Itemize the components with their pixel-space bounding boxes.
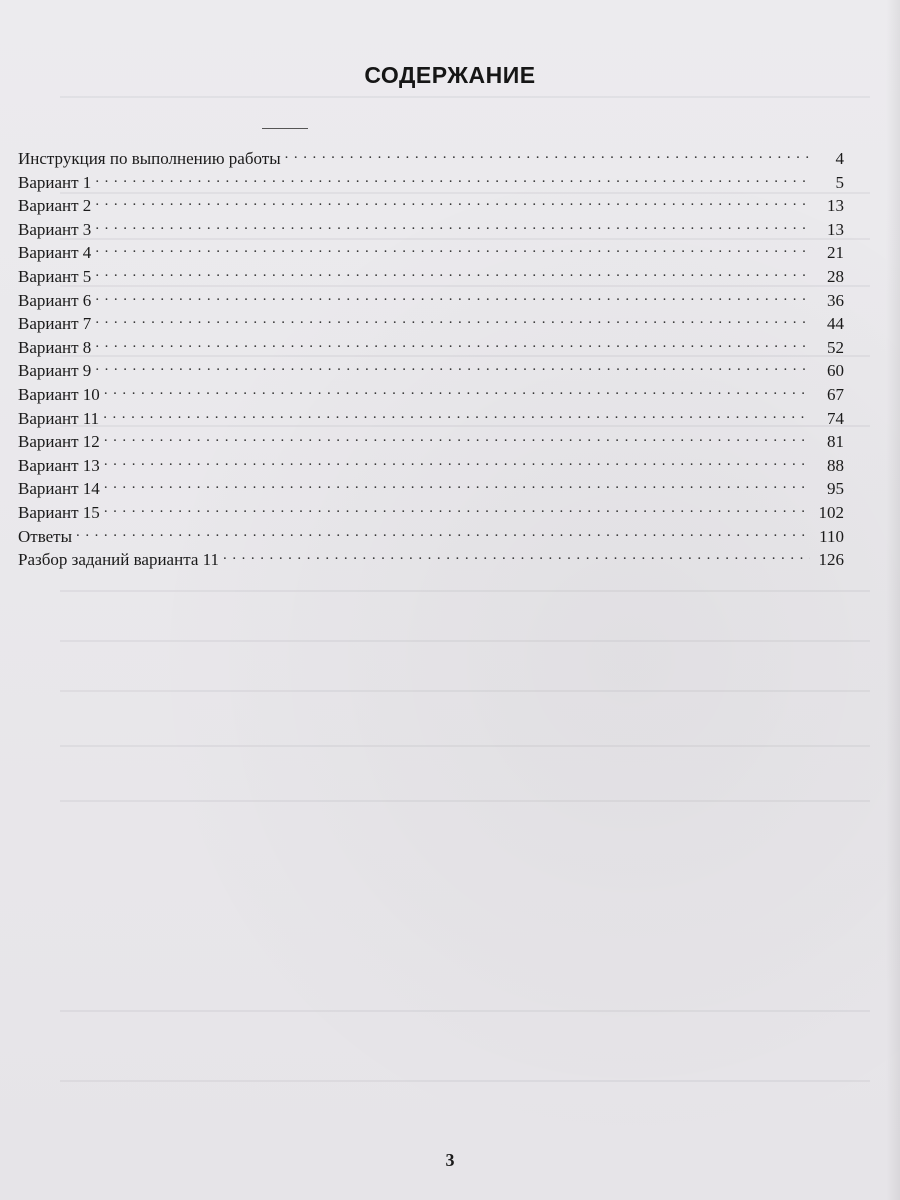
- toc-entry-page: 44: [827, 314, 844, 334]
- toc-dot-leader: [104, 383, 810, 400]
- toc-entry: [18, 454, 844, 478]
- toc-entry-label: Вариант 2: [18, 196, 92, 216]
- page-title: СОДЕРЖАНИЕ: [364, 62, 536, 88]
- toc-dot-leader: [95, 171, 810, 188]
- toc-entry: [18, 430, 844, 454]
- toc-entry: [18, 241, 844, 265]
- toc-dot-leader: [95, 312, 810, 329]
- toc-entry-label: Вариант 1: [18, 172, 92, 192]
- bleed-through-line: [60, 96, 870, 98]
- toc-entry-page: 13: [827, 196, 844, 216]
- toc-dot-leader: [95, 218, 810, 235]
- toc-dot-leader: [104, 477, 810, 494]
- toc-entry-page: 102: [818, 502, 844, 522]
- toc-entry: [18, 477, 844, 501]
- toc-entry-page: 5: [835, 172, 844, 192]
- toc-entry-label: Вариант 15: [18, 502, 100, 522]
- toc-entry: [18, 289, 844, 313]
- toc-entry: [18, 147, 844, 171]
- toc-entry: [18, 525, 844, 549]
- toc-entry: [18, 312, 844, 336]
- bleed-through-line: [60, 640, 870, 642]
- toc-entry-page: 95: [827, 479, 844, 499]
- toc-entry-page: 60: [827, 361, 844, 381]
- toc-entry-label: Вариант 9: [18, 361, 92, 381]
- toc-entry-page: 13: [827, 219, 844, 239]
- title-divider: [262, 128, 308, 129]
- bleed-through-line: [60, 1080, 870, 1082]
- toc-dot-leader: [95, 194, 810, 211]
- toc-dot-leader: [95, 265, 810, 282]
- toc-entry-label: Вариант 10: [18, 384, 100, 404]
- toc-entry: [18, 194, 844, 218]
- toc-entry: [18, 359, 844, 383]
- toc-entry-page: 74: [827, 408, 844, 428]
- toc-entry: [18, 218, 844, 242]
- toc-entry: [18, 383, 844, 407]
- toc-dot-leader: [285, 147, 810, 164]
- toc-entry-label: Вариант 7: [18, 314, 92, 334]
- toc-entry-label: Вариант 3: [18, 219, 92, 239]
- toc-entry-page: 21: [827, 243, 844, 263]
- toc-entry-page: 67: [827, 384, 844, 404]
- toc-dot-leader: [95, 289, 810, 306]
- toc-entry-label: Разбор заданий варианта 11: [18, 550, 220, 570]
- page-edge-shadow: [886, 0, 900, 1200]
- toc-entry: [18, 265, 844, 289]
- toc-dot-leader: [223, 548, 810, 565]
- toc-dot-leader: [103, 407, 810, 424]
- toc-entry-label: Вариант 14: [18, 479, 100, 499]
- toc-entry-label: Вариант 4: [18, 243, 92, 263]
- toc-dot-leader: [104, 454, 810, 471]
- toc-entry-page: 36: [827, 290, 844, 310]
- table-of-contents: [18, 147, 844, 572]
- toc-dot-leader: [104, 430, 810, 447]
- bleed-through-line: [60, 1010, 870, 1012]
- toc-entry-label: Вариант 11: [18, 408, 100, 428]
- toc-dot-leader: [95, 359, 810, 376]
- page-number: 3: [445, 1150, 455, 1170]
- toc-entry-page: 4: [835, 149, 844, 168]
- toc-entry-label: Вариант 6: [18, 290, 92, 310]
- toc-entry-page: 52: [827, 337, 844, 357]
- toc-entry: [18, 407, 844, 431]
- toc-entry-label: Вариант 8: [18, 337, 92, 357]
- toc-dot-leader: [104, 501, 810, 518]
- bleed-through-line: [60, 590, 870, 592]
- toc-entry-page: 81: [827, 432, 844, 452]
- toc-dot-leader: [95, 241, 810, 258]
- bleed-through-line: [60, 745, 870, 747]
- toc-entry: [18, 548, 844, 572]
- toc-dot-leader: [95, 336, 810, 353]
- toc-entry-label: Вариант 13: [18, 455, 100, 475]
- toc-entry-page: 126: [818, 550, 844, 570]
- bleed-through-line: [60, 690, 870, 692]
- toc-entry-label: Инструкция по выполнению работы: [18, 149, 281, 168]
- toc-entry-page: 88: [827, 455, 844, 475]
- toc-entry-page: 28: [827, 266, 844, 286]
- toc-entry-label: Вариант 5: [18, 266, 92, 286]
- toc-entry: [18, 336, 844, 360]
- toc-dot-leader: [76, 525, 810, 542]
- toc-entry-label: Вариант 12: [18, 432, 100, 452]
- toc-entry-label: Ответы: [18, 526, 73, 546]
- toc-entry: [18, 501, 844, 525]
- bleed-through-line: [60, 800, 870, 802]
- toc-entry: [18, 171, 844, 195]
- toc-entry-page: 110: [819, 526, 844, 546]
